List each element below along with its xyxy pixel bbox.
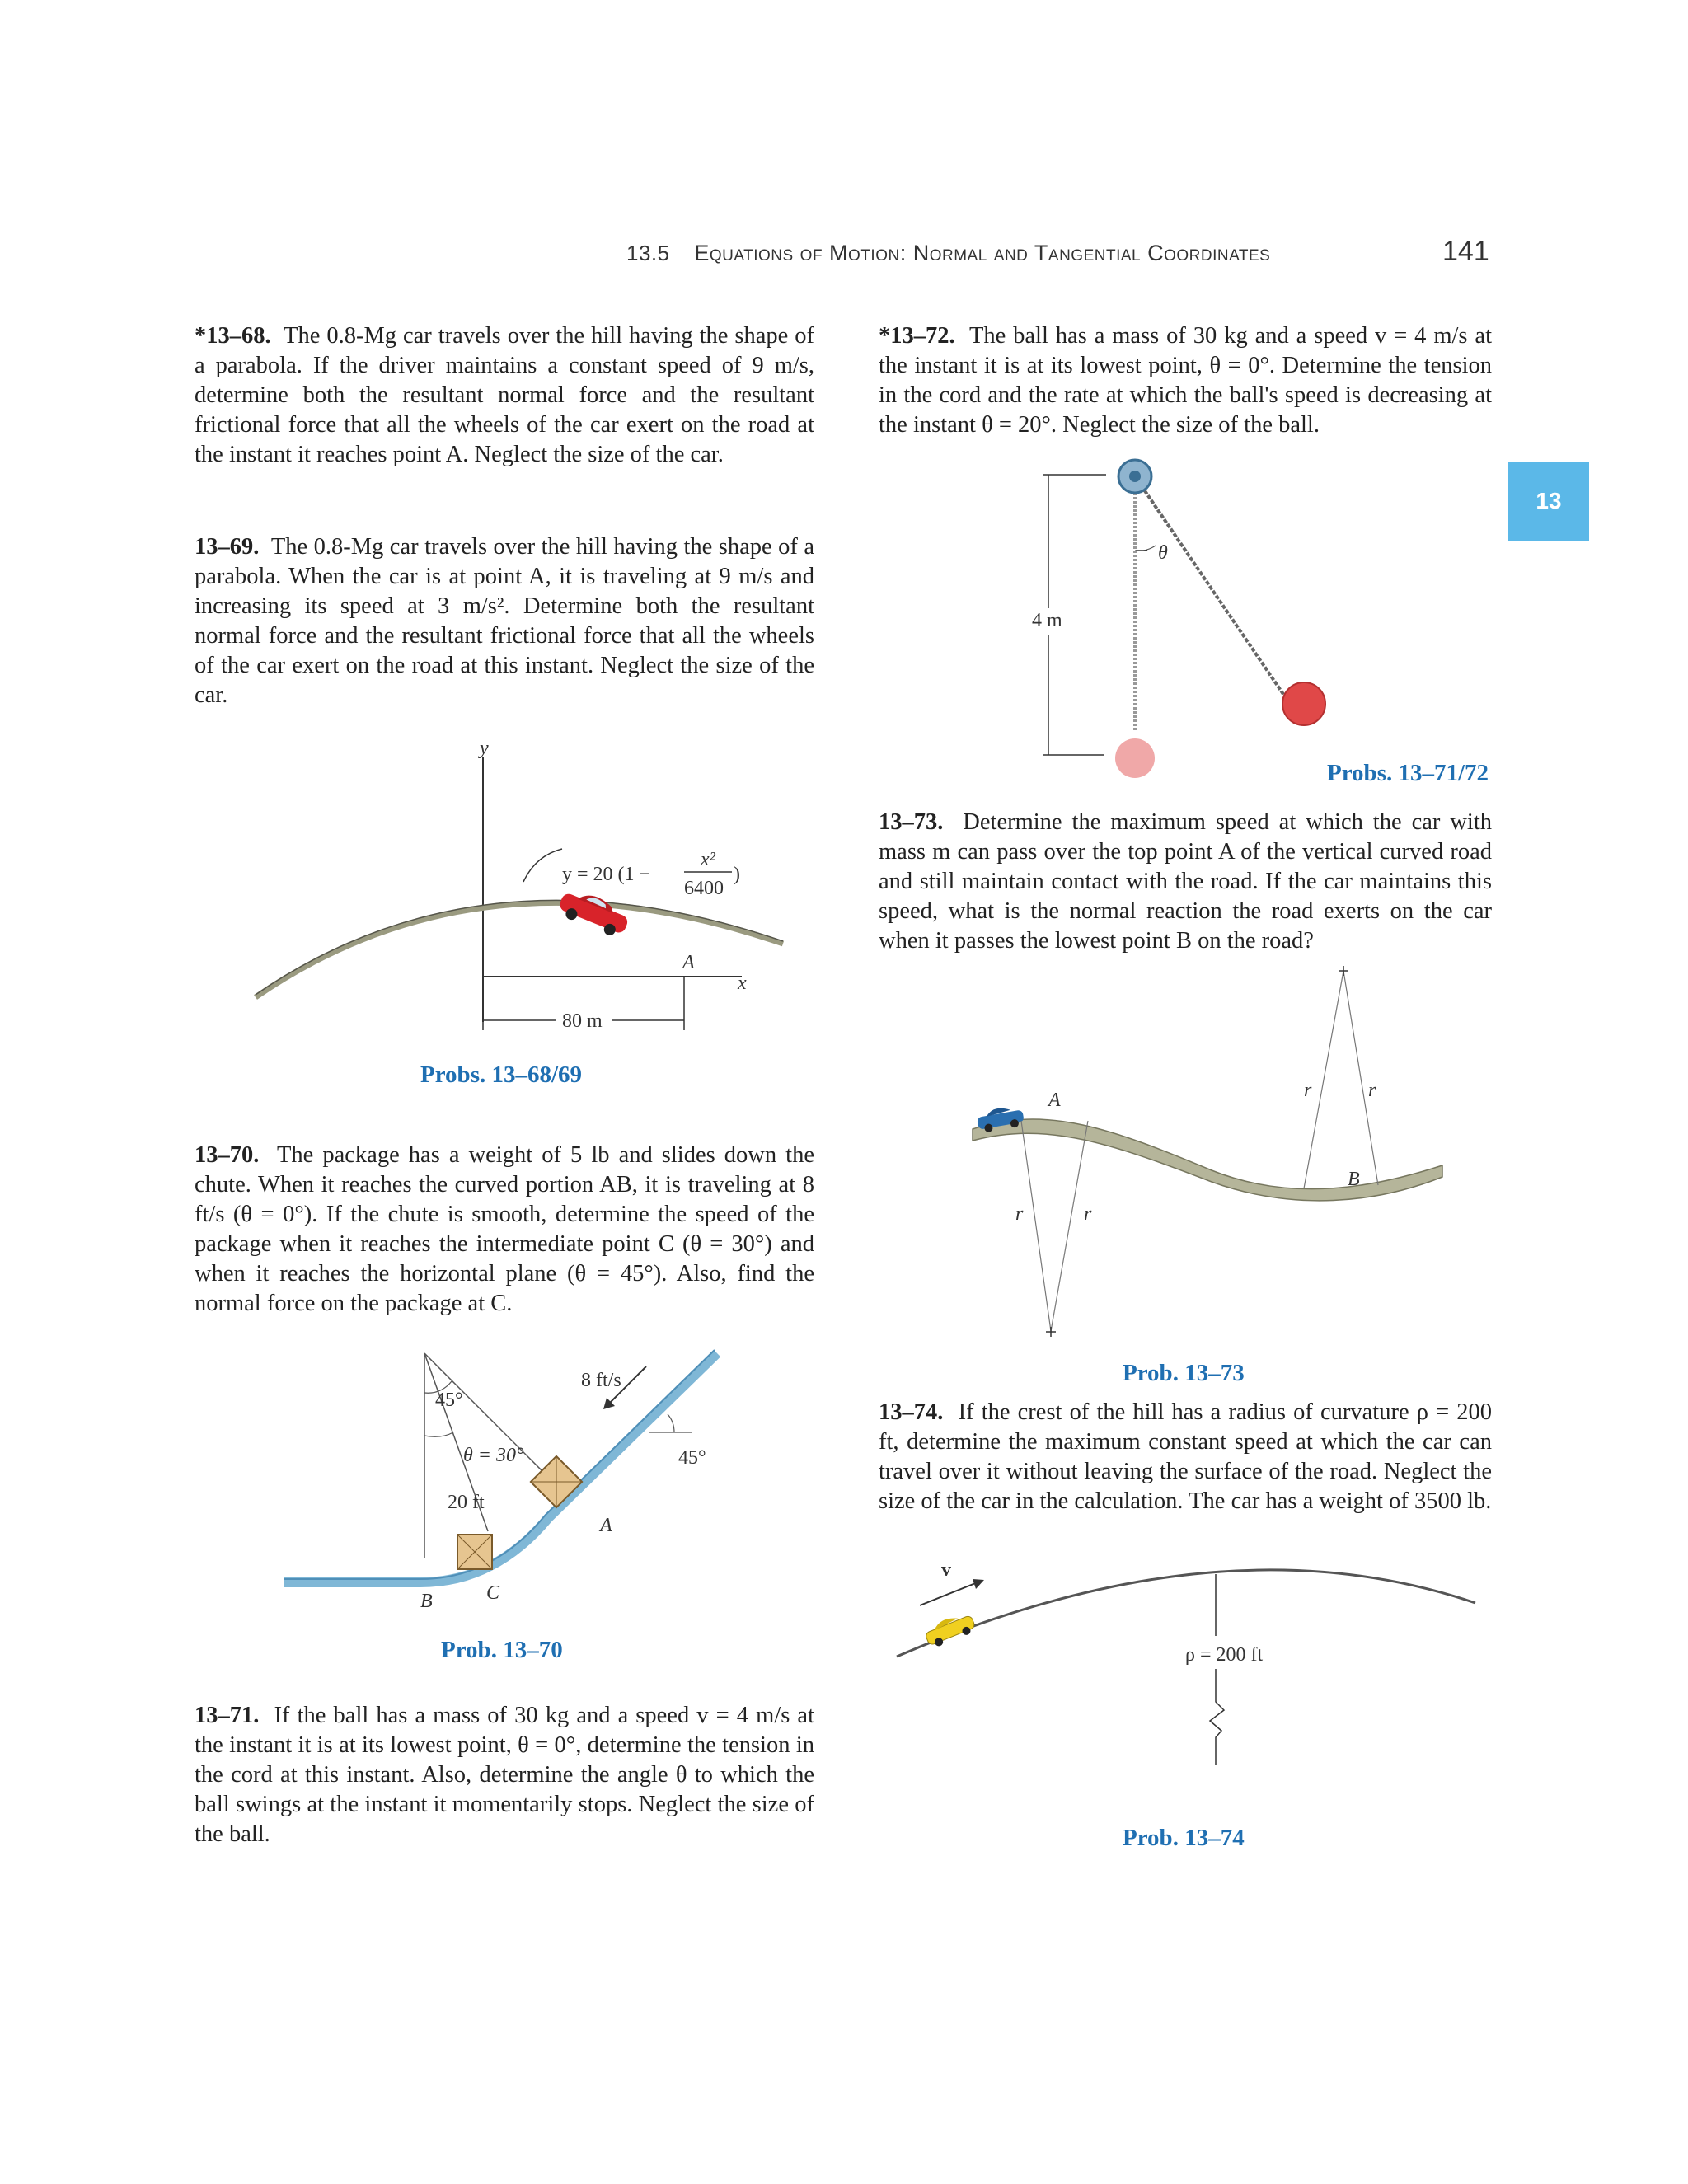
chute-track — [284, 1353, 717, 1582]
length-label: 4 m — [1032, 610, 1062, 631]
running-header — [626, 241, 1270, 266]
problem-number: 13–73. — [879, 809, 944, 835]
page-number: 141 — [1442, 236, 1489, 267]
velocity-arrow — [920, 1582, 978, 1605]
problem-number: 13–71. — [195, 1703, 260, 1728]
point-a-label: A — [682, 952, 695, 973]
problem-13-72 — [879, 321, 1492, 440]
package-at-c — [457, 1535, 492, 1569]
problem-number: 13–74. — [879, 1399, 944, 1425]
point-b-label: B — [420, 1591, 433, 1612]
figure-hill-parabola — [239, 742, 799, 1104]
r-label-a-right: r — [1084, 1203, 1092, 1225]
theta-label: θ = 30° — [463, 1445, 524, 1466]
hill-road — [256, 902, 783, 997]
radius-label: 20 ft — [448, 1492, 485, 1513]
ball-lowest — [1115, 738, 1155, 778]
yellow-car — [923, 1610, 978, 1650]
point-c-label: C — [486, 1582, 500, 1604]
theta-label: θ — [1158, 542, 1168, 564]
problem-number: *13–72. — [879, 323, 955, 349]
equation-lhs: y = 20 (1 − — [562, 864, 651, 885]
equation-numerator: x² — [701, 849, 715, 870]
problem-13-69 — [195, 532, 814, 710]
equation-denominator: 6400 — [684, 878, 724, 899]
problem-13-73 — [879, 808, 1492, 956]
r-label-b-left: r — [1304, 1080, 1312, 1101]
r-label-a-left: r — [1015, 1203, 1024, 1225]
cord-swung — [1135, 476, 1290, 704]
point-a-label: A — [1048, 1090, 1061, 1111]
point-b-label: B — [1348, 1169, 1360, 1190]
equation-leader — [523, 849, 562, 882]
radius-a-left — [1021, 1121, 1051, 1331]
figure-pendulum — [1022, 452, 1368, 790]
figure-wavy-road — [948, 964, 1459, 1352]
dimension-label: 80 m — [562, 1010, 603, 1032]
y-axis-label: y — [480, 742, 489, 759]
problem-text: If the ball has a mass of 30 kg and a speed v = 4 m/s at the instant it is at its lowest point, θ = 0°, determine the tension in the cord at this instant. Also, determine the angle θ to which the ball swings at the instant it momentarily stops. Neglect the size of the ball. — [195, 1703, 814, 1847]
r-label-b-right: r — [1368, 1080, 1376, 1101]
problem-text: The 0.8-Mg car travels over the hill having the shape of a parabola. When the car is at point A, it is traveling at 9 m/s and increasing its speed at 3 m/s². Determine both the resultant normal force and the resultant frictional force that all the wheels of the car exert on the road at this instant. Neglect the size of the car. — [195, 534, 814, 708]
problem-13-70 — [195, 1141, 814, 1319]
section-title: Equations of Motion: Normal and Tangential Coordinates — [694, 241, 1271, 265]
package-at-a — [531, 1456, 582, 1507]
velocity-label: v — [941, 1559, 951, 1581]
chapter-tab: 13 — [1508, 462, 1589, 541]
problem-number: 13–70. — [195, 1142, 260, 1168]
x-axis-label: x — [738, 972, 747, 994]
problem-number: 13–69. — [195, 534, 260, 560]
problem-13-68 — [195, 321, 814, 470]
hill-road-edge — [256, 900, 783, 995]
road-surface — [973, 1119, 1442, 1201]
figure-caption: Prob. 13–74 — [1123, 1825, 1245, 1851]
problem-text: The ball has a mass of 30 kg and a speed v = 4 m/s at the instant it is at its lowest point, θ = 0°. Determine the tension in the cord and the rate at which the ball's speed is decreasing at the instant θ = 20°. Neglect the size of the ball. — [879, 323, 1492, 438]
figure-caption: Prob. 13–70 — [441, 1637, 563, 1663]
figure-chute — [280, 1343, 742, 1624]
radius-break-line — [1210, 1669, 1224, 1765]
rho-label: ρ = 200 ft — [1185, 1644, 1264, 1666]
problem-13-71 — [195, 1701, 814, 1849]
velocity-arrowhead — [973, 1579, 984, 1589]
problem-number: *13–68. — [195, 323, 271, 349]
figure-caption: Probs. 13–71/72 — [1327, 760, 1489, 786]
angle-label-45: 45° — [435, 1390, 463, 1411]
ball-swung — [1282, 682, 1325, 725]
problem-13-74 — [879, 1398, 1492, 1516]
angle-arc-30 — [424, 1432, 453, 1436]
problem-text: Determine the maximum speed at which the car with mass m can pass over the top point A of the vertical curved road and still maintain contact with the road. If the car maintains this speed, what is the normal reaction the road exerts on the car when it passes the lowest point B on the road? — [879, 809, 1492, 954]
figure-caption: Prob. 13–73 — [1123, 1360, 1245, 1386]
radius-a-right — [1051, 1121, 1088, 1331]
speed-label: 8 ft/s — [581, 1370, 621, 1391]
section-number: 13.5 — [626, 241, 670, 265]
problem-text: If the crest of the hill has a radius of curvature ρ = 200 ft, determine the maximum constant speed at which the car can travel over it without leaving the surface of the road. Neglect the size of the car in the calculation. The car has a weight of 3500 lb. — [879, 1399, 1493, 1514]
incline-angle-label: 45° — [678, 1447, 706, 1469]
radius-b-right — [1343, 971, 1378, 1185]
figure-caption: Probs. 13–68/69 — [420, 1062, 583, 1088]
problem-text: The 0.8-Mg car travels over the hill having the shape of a parabola. If the driver maintains a constant speed of 9 m/s, determine both the resultant normal force and the resultant frictional force that all the wheels of the car exert on the road at the instant it reaches point A. Neglect the size of the car. — [195, 323, 814, 467]
incline-arc — [668, 1414, 674, 1432]
problem-text: The package has a weight of 5 lb and slides down the chute. When it reaches the curved portion AB, it is traveling at 8 ft/s (θ = 0°). If the chute is smooth, determine the speed of the package when it reaches the intermediate point C (θ = 30°) and when it reaches the horizontal plane (θ = 45°). Also, find the normal force on the package at C. — [195, 1142, 814, 1316]
figure-crest — [890, 1549, 1484, 1821]
equation-rhs: ) — [734, 864, 740, 885]
pivot-center — [1129, 471, 1141, 482]
red-car — [556, 885, 632, 940]
point-a-label: A — [600, 1515, 612, 1536]
